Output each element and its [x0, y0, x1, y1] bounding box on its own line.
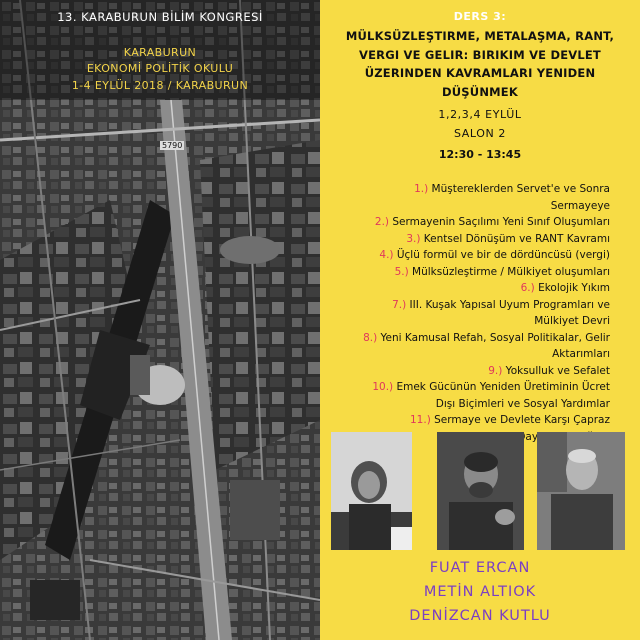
- topic-text: Sermayenin Saçılımı Yeni Sınıf Oluşumları: [389, 216, 610, 228]
- topic-number: 7.): [392, 298, 407, 311]
- school-name-line1: KARABURUN: [123, 46, 197, 59]
- topic-line: [310, 231, 610, 248]
- topic-line: [310, 346, 610, 363]
- topic-text: Kentsel Dönüşüm ve RANT Kavramı: [420, 232, 610, 245]
- speaker-photo-fuat-ercan: [331, 432, 412, 550]
- topic-text: III. Kuşak Yapısal Uyum Programları ve: [406, 298, 610, 311]
- topic-line: [310, 412, 610, 429]
- lesson-label: DERS 3:: [453, 10, 507, 23]
- topic-number: 5.): [394, 265, 409, 278]
- topic-line: [310, 247, 610, 264]
- topic-text: Ekolojik Yıkım: [534, 282, 610, 294]
- lesson-time: 12:30 - 13:45: [438, 148, 522, 161]
- topic-number: 11.): [410, 414, 431, 426]
- topic-line: [310, 280, 610, 297]
- topic-line: [310, 396, 610, 413]
- topic-text: Emek Gücünün Yeniden Üretiminin Ücret: [393, 381, 610, 393]
- topic-number: 4.): [379, 249, 394, 261]
- speaker-name-2: METİN ALTIOK: [423, 584, 537, 600]
- topic-text: Aktarımları: [552, 348, 610, 360]
- topic-number: 6.): [520, 282, 535, 294]
- topic-text: Mülkiyet Devri: [534, 315, 610, 327]
- school-date-place: 1-4 EYLÜL 2018 / KARABURUN: [71, 79, 249, 92]
- topic-number: 3.): [406, 232, 421, 245]
- topic-list: [310, 181, 610, 445]
- lesson-title: MÜLKSÜZLEŞTIRME, METALAŞMA, RANT, VERGI VE GELIR: BIRIKIM VE DEVLET ÜZERINDEN KAVRAMLARI YENIDEN DÜŞÜNMEK: [345, 29, 615, 99]
- topic-line: [310, 214, 610, 231]
- lesson-room: SALON 2: [453, 127, 507, 140]
- lesson-dates: 1,2,3,4 EYLÜL: [438, 108, 522, 121]
- speaker-name-3: DENİZCAN KUTLU: [409, 608, 551, 624]
- topic-text: Dışı Biçimleri ve Sosyal Yardımlar: [435, 397, 610, 410]
- speaker-name-1: FUAT ERCAN: [429, 560, 531, 576]
- topic-text: Üçlü formül ve bir de dördüncüsü (vergi): [393, 249, 610, 261]
- speaker-photo-metin-altiok: [437, 432, 524, 550]
- topic-line: [310, 379, 610, 396]
- map-label: 5790: [162, 141, 183, 150]
- school-name-line2: EKONOMİ POLİTİK OKULU: [86, 62, 234, 75]
- topic-line: [310, 198, 610, 215]
- topic-line: [310, 363, 610, 380]
- topic-text: Yeni Kamusal Refah, Sosyal Politikalar, Gelir: [377, 331, 610, 344]
- topic-line: [310, 297, 610, 314]
- topic-text: Müştereklerden Servet'e ve Sonra: [428, 183, 610, 195]
- topic-line: [310, 330, 610, 347]
- topic-text: Yoksulluk ve Sefalet: [502, 364, 610, 377]
- topic-line: [310, 181, 610, 198]
- topic-text: Mülksüzleştirme / Mülkiyet oluşumları: [408, 265, 610, 278]
- topic-number: 10.): [372, 381, 394, 393]
- topic-number: 1.): [414, 183, 429, 195]
- topic-line: [310, 264, 610, 281]
- topic-number: 9.): [488, 364, 503, 377]
- topic-text: Sermaye ve Devlete Karşı Çapraz: [430, 414, 610, 426]
- congress-title: 13. KARABURUN BİLİM KONGRESİ: [57, 10, 263, 24]
- topic-number: 8.): [363, 331, 378, 344]
- speaker-photo-denizcan-kutlu: [537, 432, 625, 550]
- topic-number: 2.): [374, 216, 390, 228]
- topic-line: [310, 313, 610, 330]
- topic-text: Sermayeye: [550, 199, 610, 212]
